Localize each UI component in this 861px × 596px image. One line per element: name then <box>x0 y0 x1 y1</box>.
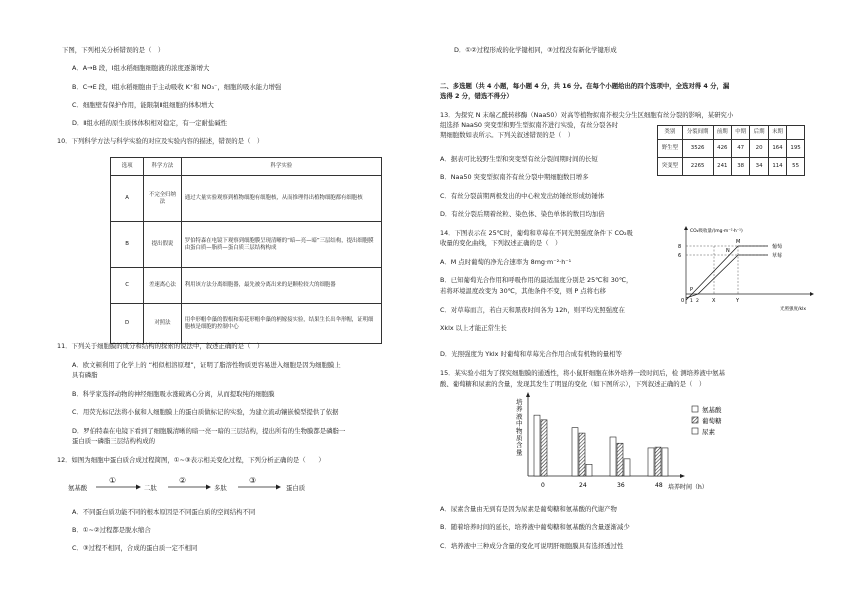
bar-0-0 <box>534 415 540 476</box>
q14-option-c: C．对草莓而言，若白天和黑夜时间各为 12h，则平均光照强度在 <box>440 306 625 314</box>
table-row <box>111 222 382 268</box>
legend-label: 葡萄糖 <box>702 417 722 425</box>
q15-option-c: C．培养液中三种成分含量的变化可说明肝细胞膜具有选择透过性 <box>440 542 624 550</box>
bar-2-2 <box>624 459 630 476</box>
arrowhead-3 <box>276 485 281 490</box>
x-tick-label: 24 <box>579 482 587 489</box>
chart-y-label: 培养液中物质含量 <box>516 398 523 457</box>
table-cell: 通过大量实验观察到植物细胞有细胞核，从而推理得出植物细胞都有细胞核 <box>181 176 381 222</box>
legend-label: 尿素 <box>702 428 715 436</box>
table-cell: 对照法 <box>144 304 181 344</box>
table-cell: 突变型 <box>658 158 683 176</box>
q9-option-d: D．Ⅱ组水稻的原生质体体积相对稳定，有一定耐盐碱性 <box>72 119 228 127</box>
flow-node-polypeptide: 多肽 <box>214 484 227 492</box>
chart-bars <box>534 415 668 476</box>
table-cell: 38 <box>731 158 749 176</box>
q9-option-b: B．C→E 段，Ⅰ组水稻细胞由于主动吸收 K⁺和 NO₃⁻，细胞的吸水能力增强 <box>72 83 282 91</box>
left-column <box>57 0 392 596</box>
table-cell: 164 <box>768 140 786 158</box>
table-cell: 3526 <box>682 140 713 158</box>
chart-x-arrow <box>680 474 685 478</box>
table-cell: A <box>111 176 144 222</box>
table-row <box>111 176 382 222</box>
legend-label: 氨基酸 <box>702 406 722 414</box>
table-cell: 426 <box>713 140 731 158</box>
q12-option-b: B．①~②过程都是脱水缩合 <box>72 526 151 534</box>
table-cell: 241 <box>713 158 731 176</box>
q11-option-d: D．罗伯特森在电镜下看到了细胞膜清晰的暗一亮一暗的三层结构，提出所有的生物膜都是磷脂一 <box>72 427 346 435</box>
bar-1-3 <box>655 447 661 476</box>
table-cell: B <box>111 222 144 268</box>
photo-x-label: 光照强度/klx <box>780 307 807 312</box>
q14-option-b: B．已知葡萄光合作用和呼吸作用的最适温度分别是 25℃和 30℃， <box>440 276 633 284</box>
chart-x-ticks <box>541 482 663 489</box>
legend-swatch <box>692 406 698 412</box>
step-3-marker: ③ <box>249 476 257 485</box>
q11-option-a-cont: 具有磷脂 <box>72 371 98 379</box>
table-cell: 差速离心法 <box>144 268 181 304</box>
bar-1-2 <box>617 443 623 476</box>
table-header: 科学方法 <box>144 158 181 176</box>
table-header <box>787 126 805 140</box>
q13-stem-cont2: 期细胞数如表所示。下列关叙述错误的是（ ） <box>440 131 575 139</box>
content-bar-chart <box>500 392 740 492</box>
q9-intro: 下图，下列相关分析错误的是（ ） <box>62 46 165 54</box>
flow-arrows <box>94 476 300 496</box>
table-header: 选项 <box>111 158 144 176</box>
bar-1-0 <box>541 420 547 476</box>
q11-stem: 11．下列关于细胞膜的成分和结构的探索的说法中，叙述正确的是（ ） <box>57 342 264 350</box>
x-tick-label: 0 <box>541 482 545 489</box>
grape-curve <box>686 246 768 300</box>
x-tick-label: 48 <box>655 482 663 489</box>
q15-option-b: B．随着培养时间的延长，培养液中葡萄糖和氨基酸的含量逐渐减少 <box>440 523 630 531</box>
table-cell: 34 <box>750 158 768 176</box>
series-label-strawberry: 草莓 <box>772 253 783 259</box>
point-label-m: M <box>736 239 741 245</box>
table-row <box>658 158 805 176</box>
section-2-title-cont: 选得 2 分，错选不得分） <box>440 92 513 100</box>
tick-label: 8 <box>678 244 682 250</box>
table-cell: 2265 <box>682 158 713 176</box>
tick-label: X <box>712 298 716 304</box>
table-header: 中期 <box>731 126 749 140</box>
q15-option-a: A．尿素含量由无到有是因为尿素是葡萄糖和氨基酸的代谢产物 <box>440 505 617 513</box>
bar-2-3 <box>662 448 668 476</box>
tick-label: Y <box>736 298 740 304</box>
strawberry-curve <box>686 255 768 298</box>
photo-x-arrow <box>810 292 814 296</box>
table-cell: 47 <box>731 140 749 158</box>
table-row <box>658 140 805 158</box>
q11-option-c: C．用荧光标记法将小鼠和人细胞膜上的蛋白质做标记的实验，为建立流动镶嵌模型提供了依据 <box>72 408 339 416</box>
q13-option-b: B．Naa50 突变型拟南芥有丝分裂中期细胞数目增多 <box>440 173 589 181</box>
table-cell: 195 <box>787 140 805 158</box>
table-header: 科学实验 <box>181 158 381 176</box>
q13-option-d: D．有丝分裂后期着丝粒、染色体、染色单体的数目均加倍 <box>440 210 605 218</box>
table-cell: 野生型 <box>658 140 683 158</box>
table-cell: 20 <box>750 140 768 158</box>
q12-option-d: D．①②过程形成的化学键相同，③过程没有新化学键形成 <box>454 46 617 54</box>
table-row <box>111 304 382 344</box>
q14-option-a: A．M 点时葡萄的净光合速率为 8mg·m⁻²·h⁻¹ <box>440 258 572 266</box>
methods-table <box>110 157 382 344</box>
step-1-marker: ① <box>109 476 117 485</box>
photo-y-label: CO₂吸收量/(mg·m⁻²·h⁻¹) <box>690 229 743 234</box>
tick-label: 2 <box>696 299 699 304</box>
table-cell: 114 <box>768 158 786 176</box>
q12-stem: 12．如图为细胞中蛋白质合成过程简图，①~③表示相关变化过程，下列分析正确的是（ ） <box>57 456 325 464</box>
tick-label: 0 <box>681 298 685 304</box>
q11-option-a: A．欧文顿利用了化学上的 “相似相溶原理”，证明了脂溶性物质更容易进入细胞是因为细胞膜上 <box>72 361 341 369</box>
bar-0-2 <box>610 437 616 476</box>
table-cell: 用伞形帽伞藻的假根和菊花形帽伞藻的柄嫁接实验，结果生长出伞形帽，证明细胞核是细胞的控制中心 <box>181 304 381 344</box>
point-label-p: P <box>690 287 694 293</box>
arrowhead-2 <box>206 485 211 490</box>
protein-synthesis-flow <box>68 476 306 498</box>
bar-1-1 <box>579 433 585 476</box>
section-2-title: 二、多选题（共 4 小题，每小题 4 分，共 16 分。在每个小题给出的四个选项中，全选对得 4 分，漏 <box>440 82 730 90</box>
phase-table <box>657 125 805 176</box>
q14-option-b-cont: 若将环境温度改变为 30℃，其他条件不变，则 P 点将右移 <box>440 287 606 295</box>
arrowhead-1 <box>136 485 141 490</box>
table-header: 后期 <box>750 126 768 140</box>
table-header: 前期 <box>713 126 731 140</box>
chart-legend <box>692 405 722 436</box>
q11-option-d-cont: 蛋白质一磷脂三层结构构成的 <box>72 437 156 445</box>
table-cell: C <box>111 268 144 304</box>
table-row <box>111 268 382 304</box>
point-label-n: N <box>726 248 730 254</box>
table-header: 类别 <box>658 126 683 140</box>
tick-label: 1 <box>690 299 693 304</box>
q13-stem-cont: 组选择 NaaS0 突变型和野生型拟南芥进行实验，有丝分裂各时 <box>440 121 619 129</box>
q14-option-c-cont: Xklx 以上才能正常生长 <box>440 324 507 332</box>
q10-stem: 10．下列科学方法与科学实验的对应及实验内容的描述，错误的是（ ） <box>57 137 264 145</box>
bar-2-1 <box>586 464 592 476</box>
co2-absorption-chart <box>672 224 822 312</box>
x-tick-label: 36 <box>617 482 625 489</box>
table-cell: 55 <box>787 158 805 176</box>
table-cell: 罗伯特森在电镜下观察到细胞膜呈现清晰的“暗—亮—暗”三层结构，提出细胞膜由蛋白质—脂质—蛋白质三层结构构成 <box>181 222 381 268</box>
table-cell: 利用该方法分离细胞器，最先被分离出来的是颗粒较大的细胞器 <box>181 268 381 304</box>
q11-option-b: B．科学家选择动物的神经细胞吸水涨破离心分离，从而提取纯的细胞膜 <box>72 390 275 398</box>
q14-option-d: D．光照强度为 Yklx 时葡萄和草莓光合作用合成有机物的量相等 <box>440 350 622 358</box>
q9-option-a: A．A→B 段，Ⅰ组水稻细胞细胞液的浓度逐渐增大 <box>72 64 210 72</box>
q14-stem: 14．下图表示在 25℃时，葡萄和草莓在不同光照强度条件下 CO₂吸 <box>440 229 633 237</box>
series-label-grape: 葡萄 <box>772 244 783 250</box>
q14-stem-cont: 收量的变化曲线，下列叙述正确的是（ ） <box>440 239 562 247</box>
table-cell: D <box>111 304 144 344</box>
flow-node-dipeptide: 二肽 <box>144 484 157 492</box>
table-cell: 提出假说 <box>144 222 181 268</box>
bar-0-1 <box>572 428 578 476</box>
legend-swatch <box>692 428 698 434</box>
chart-x-label: 培养时间（h） <box>668 484 708 491</box>
q9-option-c: C．细胞壁有保护作用，能限制Ⅱ组细胞的体积增大 <box>72 101 214 109</box>
q13-option-c: C．有丝分裂前期两极发出的中心粒发出纺锤丝形成纺锤体 <box>440 192 605 200</box>
tick-label: 6 <box>678 253 682 259</box>
right-column <box>440 0 820 596</box>
legend-swatch <box>692 417 698 423</box>
flow-node-amino-acid: 氨基酸 <box>68 484 88 492</box>
table-header: 末期 <box>768 126 786 140</box>
q15-stem-cont: 酸、葡萄糖和尿素的含量，发现其发生了明显的变化（如下图所示），下列叙述正确的是（ ） <box>440 380 706 388</box>
q12-option-a: A．不同蛋白质功能不同的根本原因是不同蛋白质的空间结构不同 <box>72 508 256 516</box>
q13-option-a: A．据表可比较野生型和突变型有丝分裂间期时间的长短 <box>440 155 598 163</box>
table-header: 分裂间期 <box>682 126 713 140</box>
chart-y-arrow <box>526 392 530 397</box>
q12-option-c: C．③过程不相同，合成的蛋白质一定不相同 <box>72 544 198 552</box>
photo-y-arrow <box>684 226 688 230</box>
q13-stem: 13．为探究 N 末端乙酰转移酶（NaaS0）对高等植物拟南芥根尖分生区细胞有丝分裂的影响，某研究小 <box>440 111 734 119</box>
table-cell: 不完全归纳法 <box>144 176 181 222</box>
bar-0-3 <box>648 448 654 476</box>
step-2-marker: ② <box>179 476 187 485</box>
flow-node-protein: 蛋白质 <box>286 484 306 492</box>
q15-stem: 15．某实验小组为了探究细胞膜的通透性，将小鼠肝细胞在体外培养一段时间后，检 测培养液中氨基 <box>440 369 725 377</box>
